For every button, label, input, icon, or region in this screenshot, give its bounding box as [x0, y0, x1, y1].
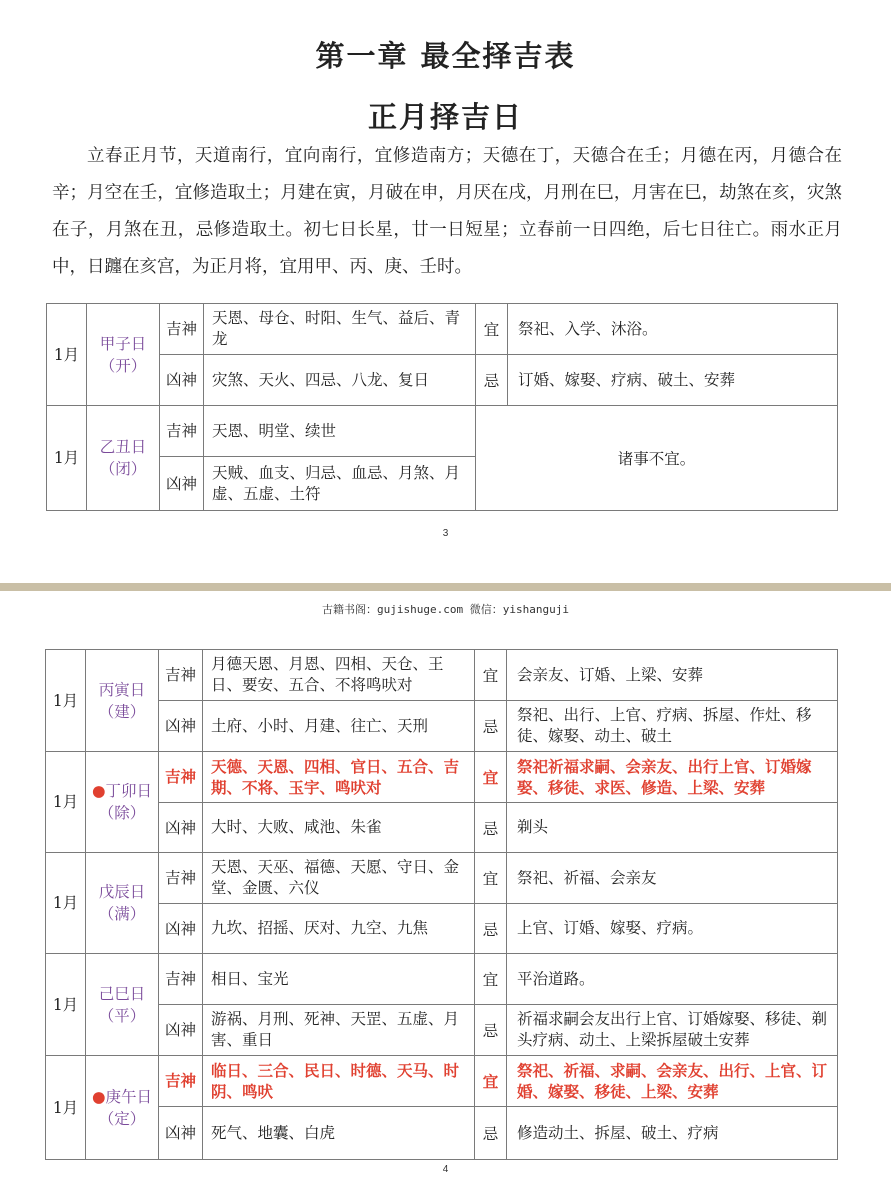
ji-shen-label: 吉神 [159, 752, 203, 803]
xiong-shen-label: 凶神 [159, 701, 203, 752]
day-cell: 戊辰日（满） [86, 853, 159, 954]
day-row [47, 304, 838, 355]
ji-shen-label: 吉神 [160, 304, 204, 355]
day-row [46, 853, 838, 904]
merged-note: 诸事不宜。 [476, 406, 838, 511]
ji-shen-label: 吉神 [159, 853, 203, 904]
xiong-shen-list: 九坎、招摇、厌对、九空、九焦 [203, 904, 475, 954]
month-cell: 1月 [47, 304, 87, 406]
day-row-xiong [46, 701, 838, 752]
ji-activities: 祈福求嗣会友出行上官、订婚嫁娶、移徒、剃头疗病、动土、上梁拆屋破土安葬 [507, 1005, 838, 1056]
month-cell: 1月 [46, 752, 86, 853]
ji-activities: 修造动土、拆屋、破土、疗病 [507, 1107, 838, 1160]
xiong-shen-list: 死气、地囊、白虎 [203, 1107, 475, 1160]
ji-shen-label: 吉神 [159, 650, 203, 701]
auspicious-dot-icon: ● [91, 782, 106, 800]
ji-activities: 订婚、嫁娶、疗病、破土、安葬 [508, 355, 838, 406]
day-row-xiong [46, 1005, 838, 1056]
yi-activities: 祭祀、祈福、会亲友 [507, 853, 838, 904]
ji-shen-list: 临日、三合、民日、时德、天马、时阴、鸣吠 [203, 1056, 475, 1107]
month-cell: 1月 [46, 1056, 86, 1160]
month-cell: 1月 [46, 853, 86, 954]
ji-label: 忌 [475, 904, 507, 954]
ji-label: 忌 [475, 701, 507, 752]
ji-label: 忌 [476, 355, 508, 406]
day-row-xiong [46, 1107, 838, 1160]
yi-label: 宜 [475, 1056, 507, 1107]
yi-activities: 会亲友、订婚、上梁、安葬 [507, 650, 838, 701]
day-cell: ●庚午日（定） [86, 1056, 159, 1160]
day-cell: 乙丑日（闭） [87, 406, 160, 511]
ji-shen-list: 天恩、天巫、福德、天愿、守日、金堂、金匮、六仪 [203, 853, 475, 904]
ji-shen-list: 天恩、明堂、续世 [204, 406, 476, 457]
section-title: 正月择吉日 [367, 100, 523, 134]
month-cell: 1月 [46, 954, 86, 1056]
yi-activities: 祭祀、祈福、求嗣、会亲友、出行、上官、订婚、嫁娶、移徒、上梁、安葬 [507, 1056, 838, 1107]
month-cell: 1月 [47, 406, 87, 511]
day-row [47, 406, 838, 457]
page-number: 4 [442, 1164, 449, 1175]
ji-activities: 上官、订婚、嫁娶、疗病。 [507, 904, 838, 954]
ji-activities: 祭祀、出行、上官、疗病、拆屋、作灶、移徒、嫁娶、动土、破土 [507, 701, 838, 752]
yi-label: 宜 [475, 954, 507, 1005]
chapter-title: 第一章 最全择吉表 [315, 39, 576, 73]
yi-label: 宜 [476, 304, 508, 355]
day-cell: 丙寅日（建） [86, 650, 159, 752]
month-cell: 1月 [46, 650, 86, 752]
ji-label: 忌 [475, 1107, 507, 1160]
ji-label: 忌 [475, 803, 507, 853]
day-cell: 甲子日（开） [87, 304, 160, 406]
yi-label: 宜 [475, 752, 507, 803]
xiong-shen-label: 凶神 [160, 355, 204, 406]
ji-shen-list: 月德天恩、月恩、四相、天仓、王日、要安、五合、不将鸣吠对 [203, 650, 475, 701]
yi-activities: 平治道路。 [507, 954, 838, 1005]
day-row [46, 752, 838, 803]
day-row-xiong [47, 355, 838, 406]
xiong-shen-label: 凶神 [159, 1107, 203, 1160]
auspicious-dot-icon: ● [91, 1087, 106, 1106]
yi-activities: 祭祀、入学、沐浴。 [508, 304, 838, 355]
page-number: 3 [442, 528, 449, 539]
day-cell: 己巳日（平） [86, 954, 159, 1056]
watermark-text: 古籍书阁：gujishuge.com 微信：yishanguji [322, 603, 569, 616]
day-row [46, 1056, 838, 1107]
ji-label: 忌 [475, 1005, 507, 1056]
xiong-shen-list: 大时、大败、咸池、朱雀 [203, 803, 475, 853]
page-3 [0, 0, 891, 583]
xiong-shen-label: 凶神 [159, 803, 203, 853]
page-4 [0, 591, 891, 1185]
page-divider [0, 583, 891, 591]
yi-activities: 祭祀祈福求嗣、会亲友、出行上官、订婚嫁娶、移徒、求医、修造、上梁、安葬 [507, 752, 838, 803]
ji-shen-label: 吉神 [160, 406, 204, 457]
day-row [46, 650, 838, 701]
xiong-shen-list: 土府、小时、月建、往亡、天刑 [203, 701, 475, 752]
intro-text: 立春正月节，天道南行，宜向南行，宜修造南方；天德在丁，天德合在壬；月德在丙，月德合在辛；月空在壬，宜修造取土；月建在寅，月破在申，月厌在戌，月刑在巳，月害在巳，劫煞在亥，灾煞在子，月煞在丑，忌修造取土。初七日长星，廿一日短星；立春前一日四绝，后七日往亡。雨水正月中，日躔在亥宫，为正月将，宜用甲、丙、庚、壬时。 [52, 146, 842, 277]
ji-activities: 剃头 [507, 803, 838, 853]
xiong-shen-label: 凶神 [159, 904, 203, 954]
almanac-table-page4 [45, 649, 838, 1160]
ji-shen-list: 相日、宝光 [203, 954, 475, 1005]
xiong-shen-label: 凶神 [159, 1005, 203, 1056]
ji-shen-list: 天恩、母仓、时阳、生气、益后、青龙 [204, 304, 476, 355]
xiong-shen-label: 凶神 [160, 457, 204, 511]
xiong-shen-list: 灾煞、天火、四忌、八龙、复日 [204, 355, 476, 406]
yi-label: 宜 [475, 650, 507, 701]
day-row-xiong [46, 803, 838, 853]
ji-shen-label: 吉神 [159, 1056, 203, 1107]
xiong-shen-list: 天贼、血支、归忌、血忌、月煞、月虚、五虚、土符 [204, 457, 476, 511]
almanac-table-page3 [46, 303, 838, 511]
ji-shen-label: 吉神 [159, 954, 203, 1005]
day-cell: ●丁卯日（除） [86, 752, 159, 853]
yi-label: 宜 [475, 853, 507, 904]
day-row [46, 954, 838, 1005]
xiong-shen-list: 游祸、月刑、死神、天罡、五虚、月害、重日 [203, 1005, 475, 1056]
intro-paragraph [52, 138, 842, 286]
day-row-xiong [46, 904, 838, 954]
ji-shen-list: 天德、天恩、四相、官日、五合、吉期、不将、玉宇、鸣吠对 [203, 752, 475, 803]
